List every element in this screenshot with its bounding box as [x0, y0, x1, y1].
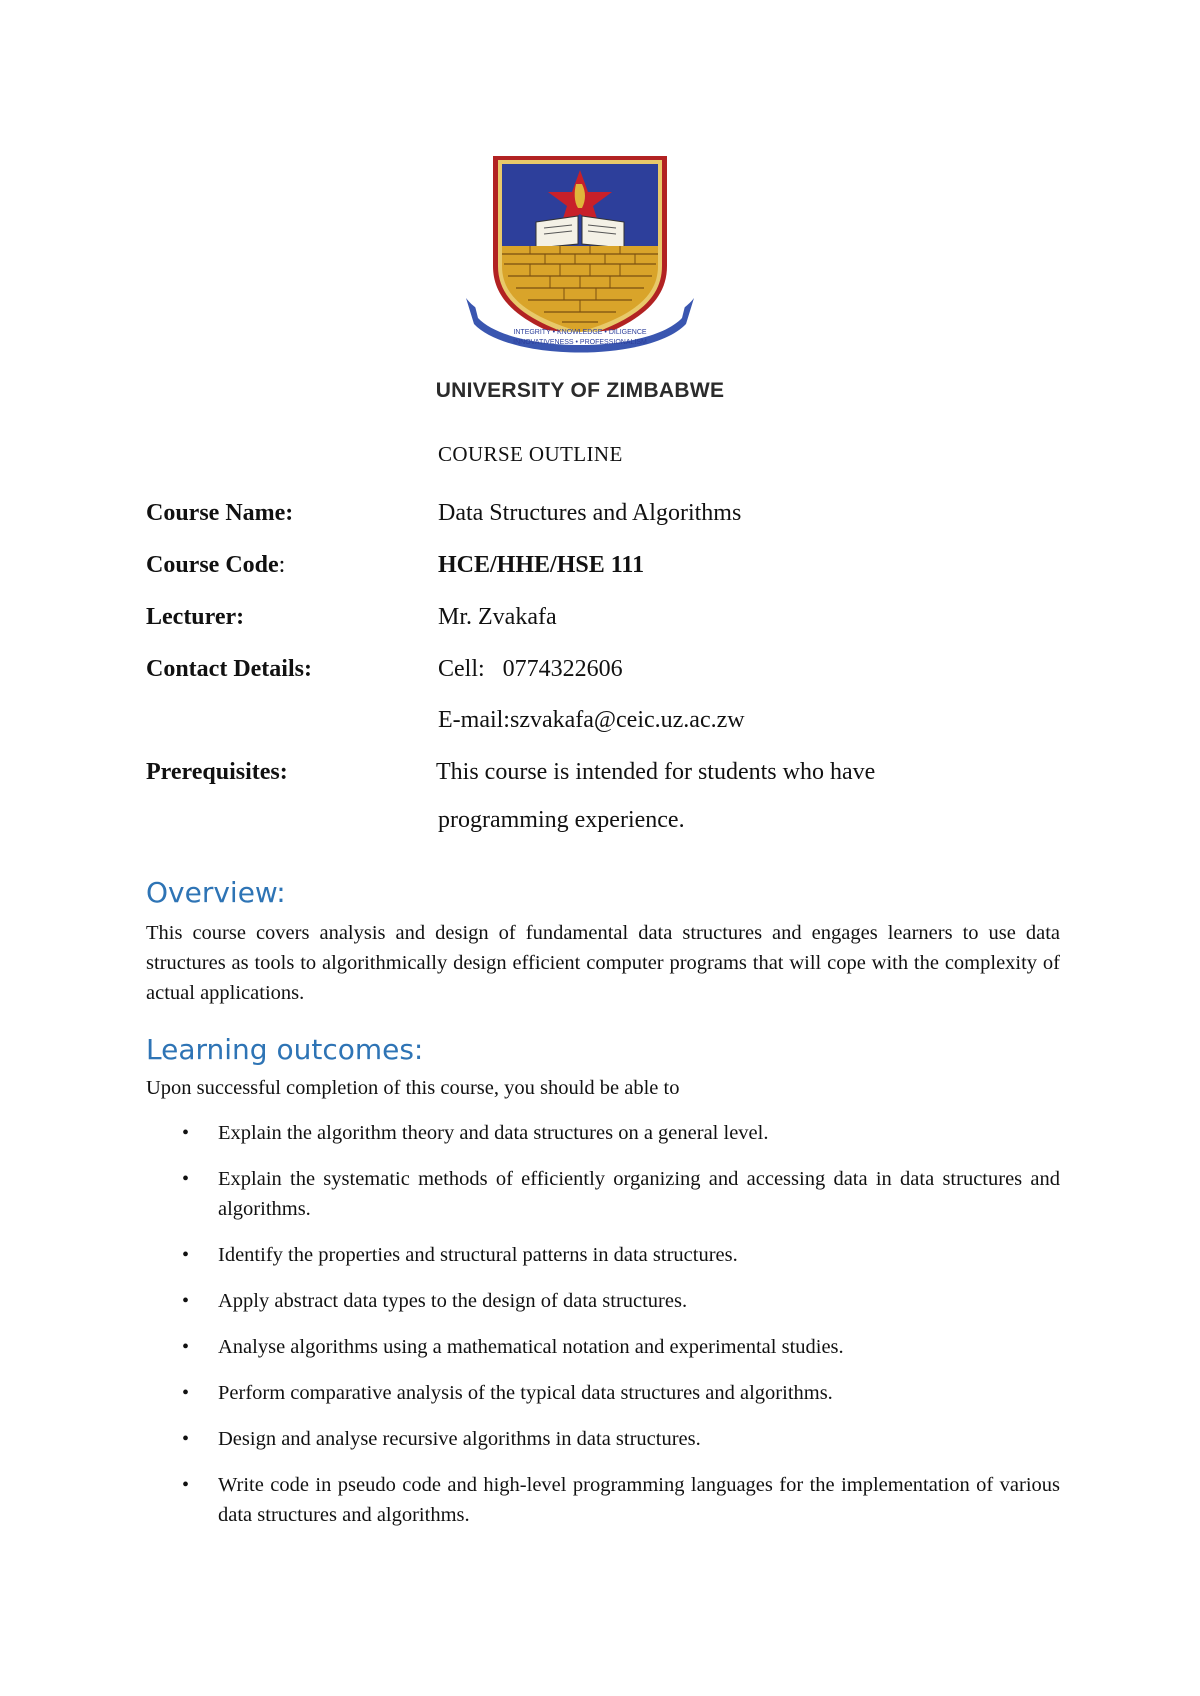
outcome-text: Perform comparative analysis of the typical data structures and algorithms. — [218, 1382, 833, 1404]
prerequisites-line2: programming experience. — [438, 807, 685, 833]
bullet-icon: • — [182, 1168, 190, 1190]
contact-label: Contact Details: — [146, 656, 312, 682]
bullet-icon: • — [182, 1122, 190, 1144]
course-name-value: Data Structures and Algorithms — [438, 500, 742, 526]
learning-outcomes-intro: Upon successful completion of this course, you should be able to — [146, 1077, 680, 1099]
list-item — [146, 1118, 1060, 1148]
learning-outcomes-heading: Learning outcomes: — [146, 1033, 424, 1066]
outcome-text: Analyse algorithms using a mathematical notation and experimental studies. — [218, 1336, 844, 1358]
university-name: UNIVERSITY OF ZIMBABWE — [435, 379, 725, 402]
crest-motto-line1: INTEGRITY • KNOWLEDGE • DILIGENCE — [513, 329, 647, 336]
crest-motto-line2: INNOVATIVENESS • PROFESSIONALISM — [513, 339, 647, 346]
list-item — [146, 1424, 1060, 1454]
course-code-label: Course Code — [146, 552, 279, 578]
outcome-text: Explain the systematic methods of efficiently organizing and accessing data in data structures and algorithms. — [218, 1168, 1060, 1220]
list-item — [146, 1470, 1060, 1530]
bullet-icon: • — [182, 1336, 190, 1358]
list-item — [146, 1240, 1060, 1270]
bullet-icon: • — [182, 1382, 190, 1404]
contact-email: E-mail:szvakafa@ceic.uz.ac.zw — [438, 707, 745, 733]
list-item — [146, 1378, 1060, 1408]
outcome-text: Explain the algorithm theory and data structures on a general level. — [218, 1122, 769, 1144]
prerequisites-label: Prerequisites: — [146, 759, 288, 785]
course-name-label: Course Name: — [146, 500, 294, 526]
outcome-text: Identify the properties and structural patterns in data structures. — [218, 1244, 738, 1266]
list-item — [146, 1286, 1060, 1316]
course-code-colon: : — [278, 552, 286, 578]
bullet-icon: • — [182, 1244, 190, 1266]
bullet-icon: • — [182, 1290, 190, 1312]
overview-heading: Overview: — [146, 876, 286, 909]
list-item — [146, 1332, 1060, 1362]
bullet-icon: • — [182, 1428, 190, 1450]
outcome-text: Design and analyse recursive algorithms in data structures. — [218, 1428, 701, 1450]
university-crest-logo — [460, 148, 700, 370]
overview-text: This course covers analysis and design of fundamental data structures and engages learners to use data structures as tools to algorithmically design efficient computer programs that will cope with the complexity of actual applications. — [146, 922, 1060, 1004]
course-code-label-wrap — [146, 552, 285, 579]
bullet-icon: • — [182, 1474, 190, 1496]
lecturer-label: Lecturer: — [146, 604, 245, 630]
outcome-text: Apply abstract data types to the design of data structures. — [218, 1290, 688, 1312]
lecturer-value: Mr. Zvakafa — [438, 604, 557, 630]
prerequisites-line1: This course is intended for students who have — [436, 759, 876, 785]
contact-cell: Cell: 0774322606 — [438, 656, 623, 682]
outcome-text: Write code in pseudo code and high-level programming languages for the implementation of various data structures and algorithms. — [218, 1474, 1060, 1526]
learning-outcomes-list — [146, 1118, 1060, 1546]
list-item — [146, 1164, 1060, 1224]
course-code-value: HCE/HHE/HSE 111 — [438, 552, 645, 578]
document-title: COURSE OUTLINE — [438, 442, 623, 466]
